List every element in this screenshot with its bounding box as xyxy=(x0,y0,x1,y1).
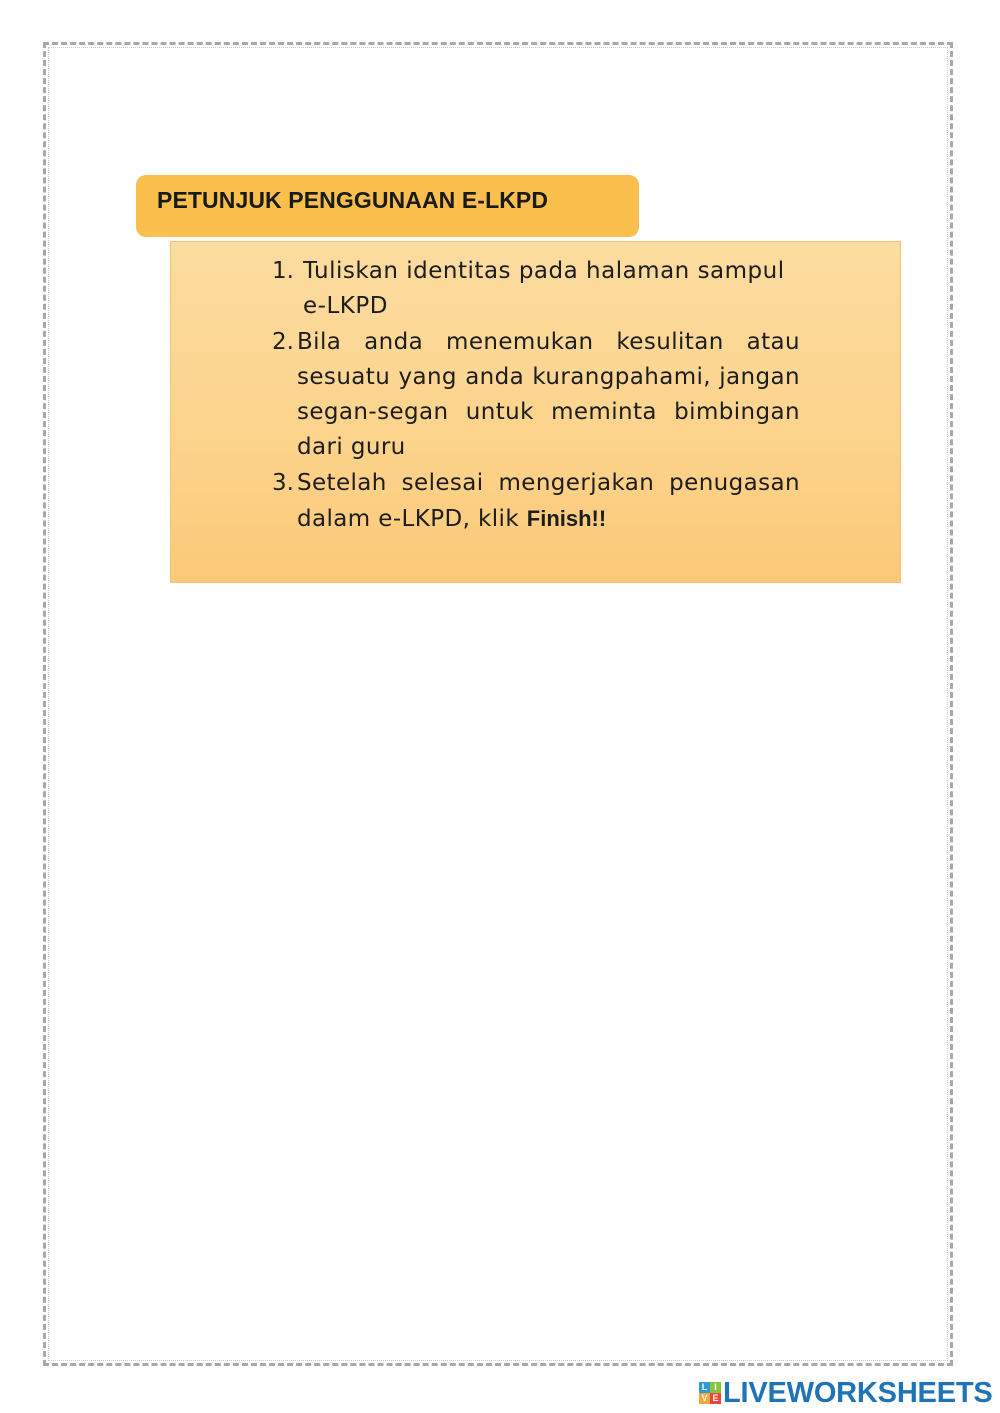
instruction-text: Tuliskan identitas pada halaman sampul e-LKPD xyxy=(303,258,785,320)
logo-letter: L xyxy=(699,1382,710,1393)
instruction-text: Setelah selesai mengerjakan penugasan dalam e-LKPD, klik xyxy=(297,469,800,533)
instruction-number: 1. xyxy=(272,258,294,284)
instruction-item-2 xyxy=(272,325,800,466)
liveworksheets-logo-icon xyxy=(699,1382,721,1404)
instruction-number: 2. xyxy=(272,328,294,355)
logo-letter: E xyxy=(710,1393,721,1404)
logo-letter: V xyxy=(699,1393,710,1404)
instruction-number: 3. xyxy=(272,469,294,496)
instruction-item-3 xyxy=(272,466,800,538)
instruction-text: Bila anda menemukan kesulitan atau sesuatu yang anda kurangpahami, jangan segan-segan untuk meminta bimbingan dari guru xyxy=(297,328,800,461)
logo-letter: I xyxy=(710,1382,721,1393)
page-title: PETUNJUK PENGGUNAAN E-LKPD xyxy=(136,175,639,237)
instruction-list xyxy=(272,254,800,537)
instruction-text-wrapper xyxy=(297,466,800,538)
finish-keyword: Finish!! xyxy=(526,506,607,532)
liveworksheets-brand[interactable] xyxy=(699,1378,993,1408)
brand-name: LIVEWORKSHEETS xyxy=(723,1377,993,1409)
instruction-item-1 xyxy=(272,254,800,325)
